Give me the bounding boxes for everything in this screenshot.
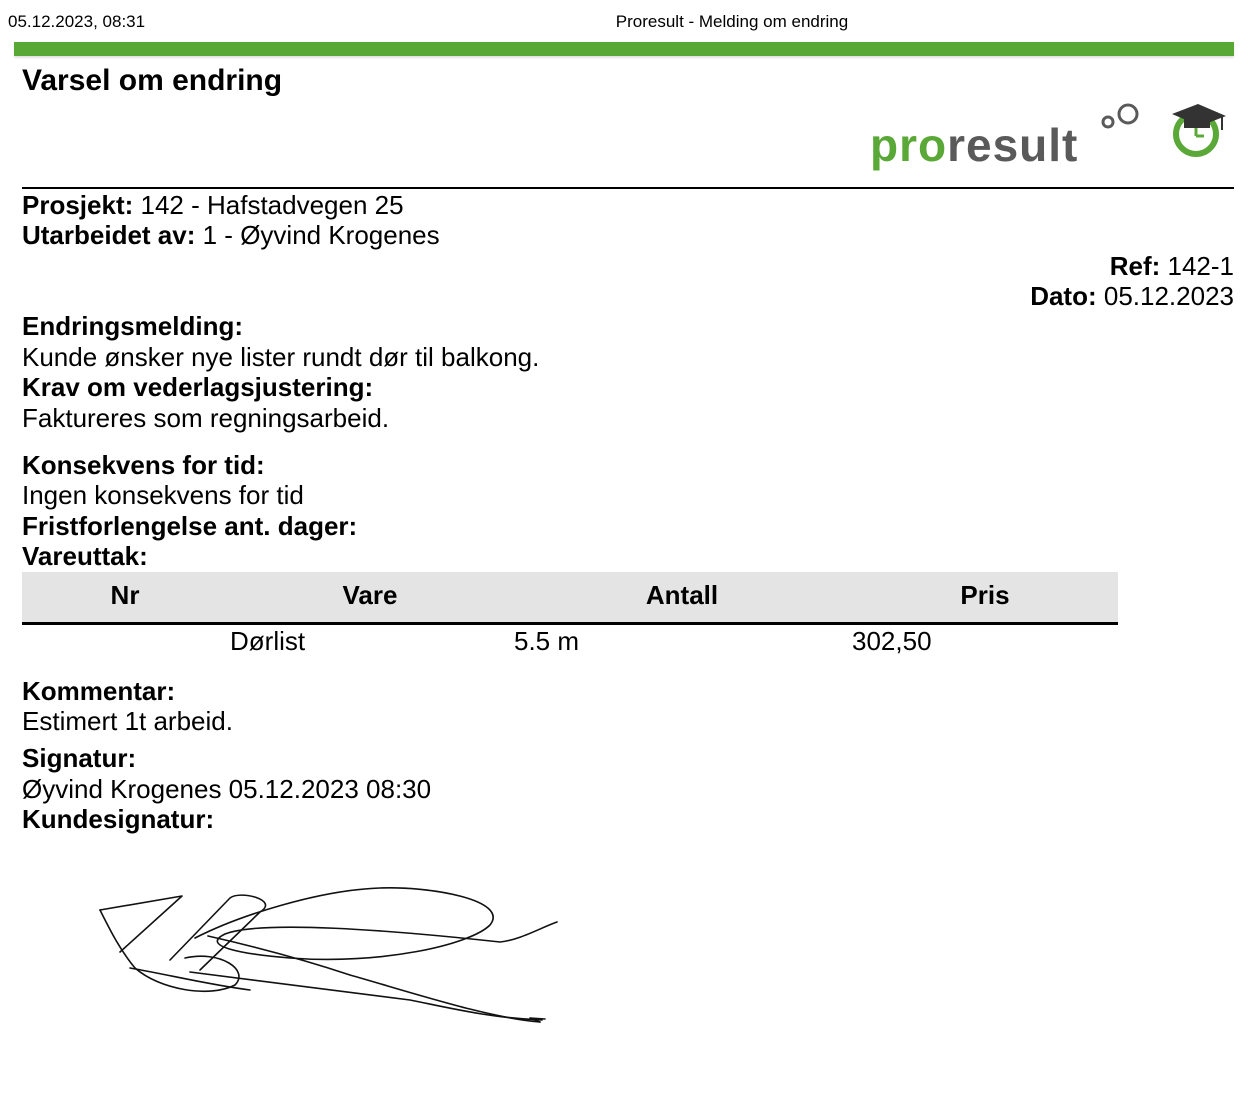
endringsmelding-label: Endringsmelding: xyxy=(22,311,243,341)
vareuttak-label: Vareuttak: xyxy=(22,541,148,571)
prosjekt-row xyxy=(22,190,404,220)
dato-label: Dato: xyxy=(1030,281,1097,311)
column-header-pris: Pris xyxy=(960,580,1010,610)
logo-text-pro: pro xyxy=(870,119,948,171)
print-datetime: 05.12.2023, 08:31 xyxy=(8,12,146,31)
kommentar-label: Kommentar: xyxy=(22,676,176,706)
ref-label: Ref: xyxy=(1109,251,1161,281)
header-divider xyxy=(22,187,1234,189)
utarbeidet-row xyxy=(22,220,440,250)
header-accent-bar xyxy=(14,42,1234,56)
cell-pris: 302,50 xyxy=(852,626,932,656)
vareuttak-table-header xyxy=(22,572,1118,625)
kommentar-value: Estimert 1t arbeid. xyxy=(22,706,233,736)
kundesignatur-label: Kundesignatur: xyxy=(22,804,215,834)
krav-label: Krav om vederlagsjustering: xyxy=(22,372,374,402)
konsekvens-label: Konsekvens for tid: xyxy=(22,450,265,480)
dato-row xyxy=(1030,281,1234,311)
dato-value: 05.12.2023 xyxy=(1103,281,1234,311)
document-title: Varsel om endring xyxy=(22,64,283,97)
konsekvens-value: Ingen konsekvens for tid xyxy=(22,480,304,510)
prosjekt-label: Prosjekt: xyxy=(22,190,134,220)
column-header-vare: Vare xyxy=(342,580,398,610)
print-header xyxy=(0,10,1254,32)
proresult-logo xyxy=(866,100,1228,180)
cell-antall: 5.5 m xyxy=(514,626,580,656)
logo-wordmark xyxy=(870,119,1079,171)
prosjekt-value: 142 - Hafstadvegen 25 xyxy=(140,190,404,220)
utarbeidet-label: Utarbeidet av: xyxy=(22,220,196,250)
signatur-value: Øyvind Krogenes 05.12.2023 08:30 xyxy=(22,774,432,804)
fristforlengelse-label: Fristforlengelse ant. dager: xyxy=(22,511,358,541)
cell-vare: Dørlist xyxy=(230,626,306,656)
utarbeidet-value: 1 - Øyvind Krogenes xyxy=(202,220,440,250)
ref-value: 142-1 xyxy=(1167,251,1234,281)
logo-text-result: result xyxy=(947,119,1079,171)
column-header-antall: Antall xyxy=(645,580,719,610)
ref-row xyxy=(1110,251,1234,281)
endringsmelding-value: Kunde ønsker nye lister rundt dør til balkong. xyxy=(22,342,540,372)
signatur-label: Signatur: xyxy=(22,743,137,773)
column-header-nr: Nr xyxy=(110,580,140,610)
krav-value: Faktureres som regningsarbeid. xyxy=(22,403,390,433)
print-title: Proresult - Melding om endring xyxy=(615,12,849,31)
customer-signature-icon xyxy=(90,880,570,1040)
